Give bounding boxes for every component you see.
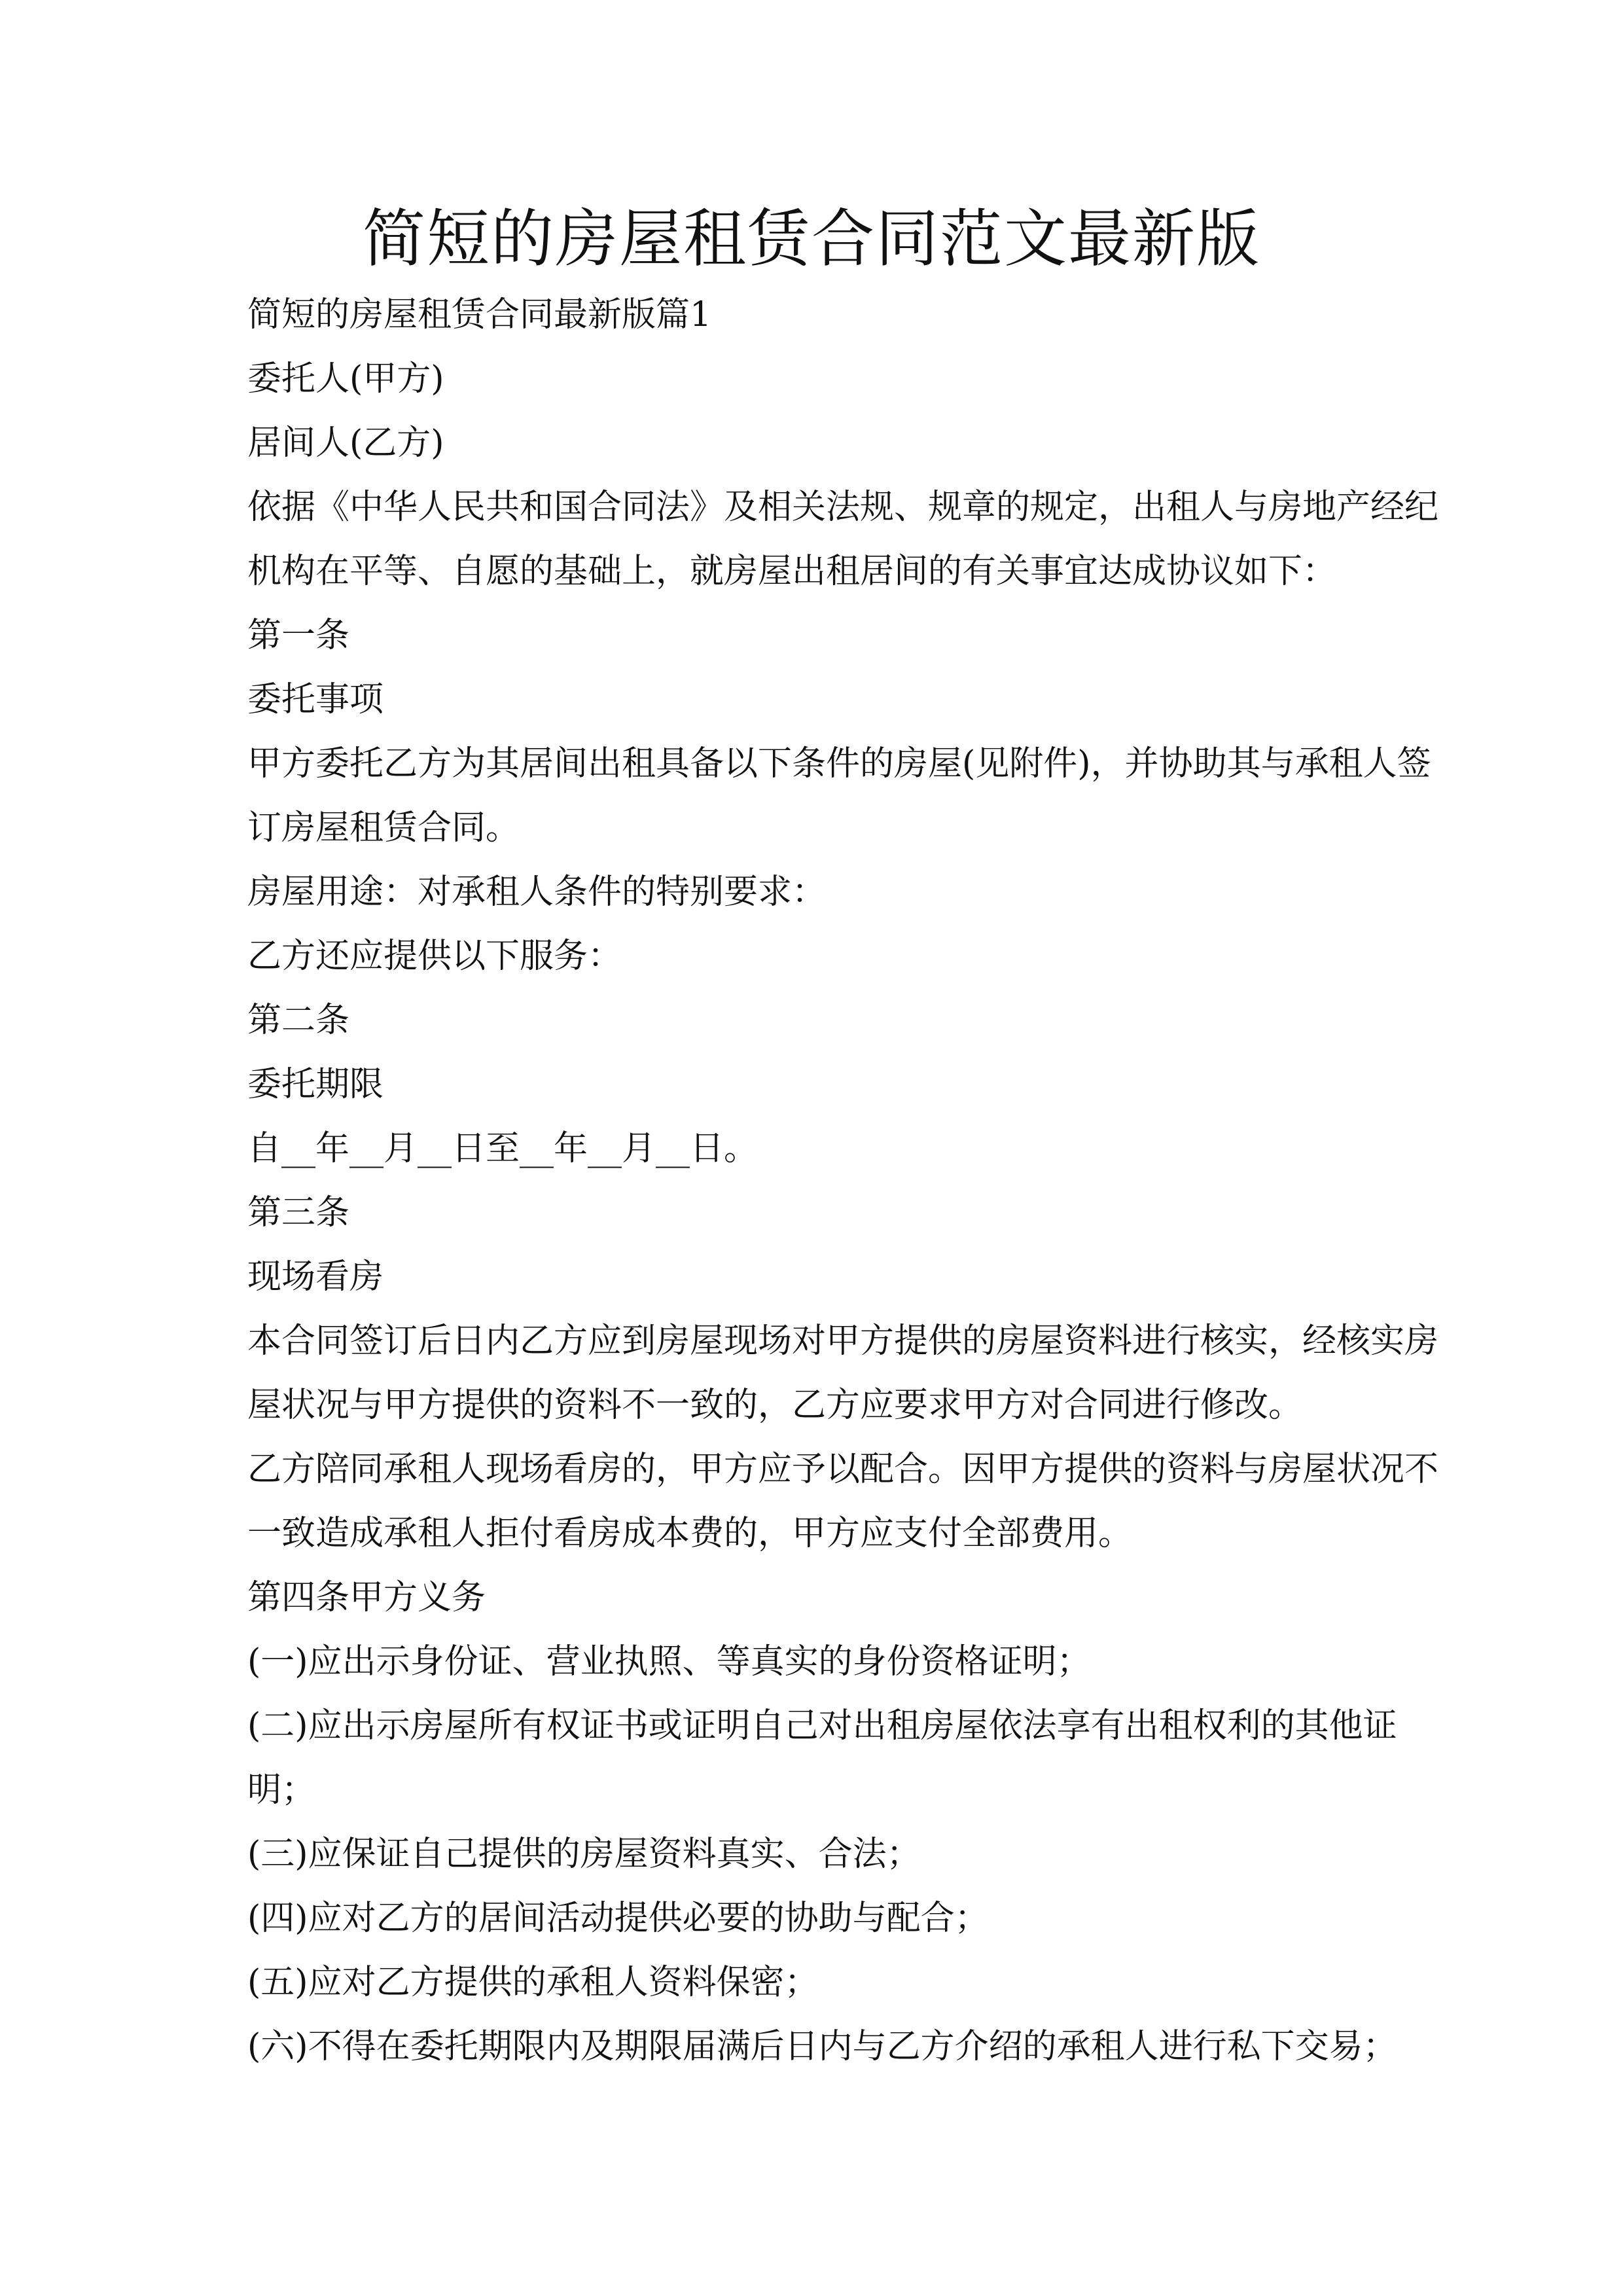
paragraph-line: 委托期限 [247, 1065, 384, 1104]
paragraph-line: (二)应出示房屋所有权证书或证明自己对出租房屋依法享有出租权利的其他证 [247, 1706, 1397, 1746]
paragraph-line: 乙方陪同承租人现场看房的，甲方应予以配合。因甲方提供的资料与房屋状况不 [247, 1450, 1439, 1489]
paragraph-line: 订房屋租赁合同。 [247, 808, 520, 848]
paragraph-line: (五)应对乙方提供的承租人资料保密； [247, 1963, 819, 2002]
paragraph-line: 第三条 [247, 1193, 350, 1232]
paragraph-line: 第一条 [247, 616, 350, 655]
paragraph-line: 第四条甲方义务 [247, 1578, 486, 1617]
paragraph-line: 依据《中华人民共和国合同法》及相关法规、规章的规定，出租人与房地产经纪 [247, 488, 1439, 527]
paragraph-line: 第二条 [247, 1001, 350, 1040]
paragraph-line: 本合同签订后日内乙方应到房屋现场对甲方提供的房屋资料进行核实，经核实房 [247, 1321, 1439, 1361]
paragraph-line: (一)应出示身份证、营业执照、等真实的身份资格证明； [247, 1642, 1091, 1681]
paragraph-line: (六)不得在委托期限内及期限届满后日内与乙方介绍的承租人进行私下交易； [247, 2027, 1397, 2066]
paragraph-line: (三)应保证自己提供的房屋资料真实、合法； [247, 1835, 921, 1874]
document-body [247, 283, 1439, 2079]
paragraph-line: (四)应对乙方的居间活动提供必要的协助与配合； [247, 1899, 989, 1938]
paragraph-line: 委托人(甲方) [247, 359, 444, 399]
document-title: 简短的房屋租赁合同范文最新版 [363, 202, 1260, 276]
paragraph-line: 简短的房屋租赁合同最新版篇1 [247, 295, 712, 334]
paragraph-line: 乙方还应提供以下服务： [247, 937, 622, 976]
paragraph-line: 房屋用途：对承租人条件的特别要求： [247, 872, 827, 912]
paragraph-line: 居间人(乙方) [247, 423, 444, 463]
paragraph-line: 委托事项 [247, 680, 384, 719]
paragraph-line: 现场看房 [247, 1257, 384, 1297]
paragraph-line: 机构在平等、自愿的基础上，就房屋出租居间的有关事宜达成协议如下： [247, 552, 1337, 591]
paragraph-line: 甲方委托乙方为其居间出租具备以下条件的房屋(见附件)，并协助其与承租人签 [247, 744, 1431, 783]
paragraph-line: 屋状况与甲方提供的资料不一致的，乙方应要求甲方对合同进行修改。 [247, 1386, 1303, 1425]
paragraph-line: 自__年__月__日至__年__月__日。 [247, 1129, 758, 1168]
paragraph-line: 一致造成承租人拒付看房成本费的，甲方应支付全部费用。 [247, 1514, 1133, 1553]
paragraph-line: 明； [247, 1770, 316, 1810]
